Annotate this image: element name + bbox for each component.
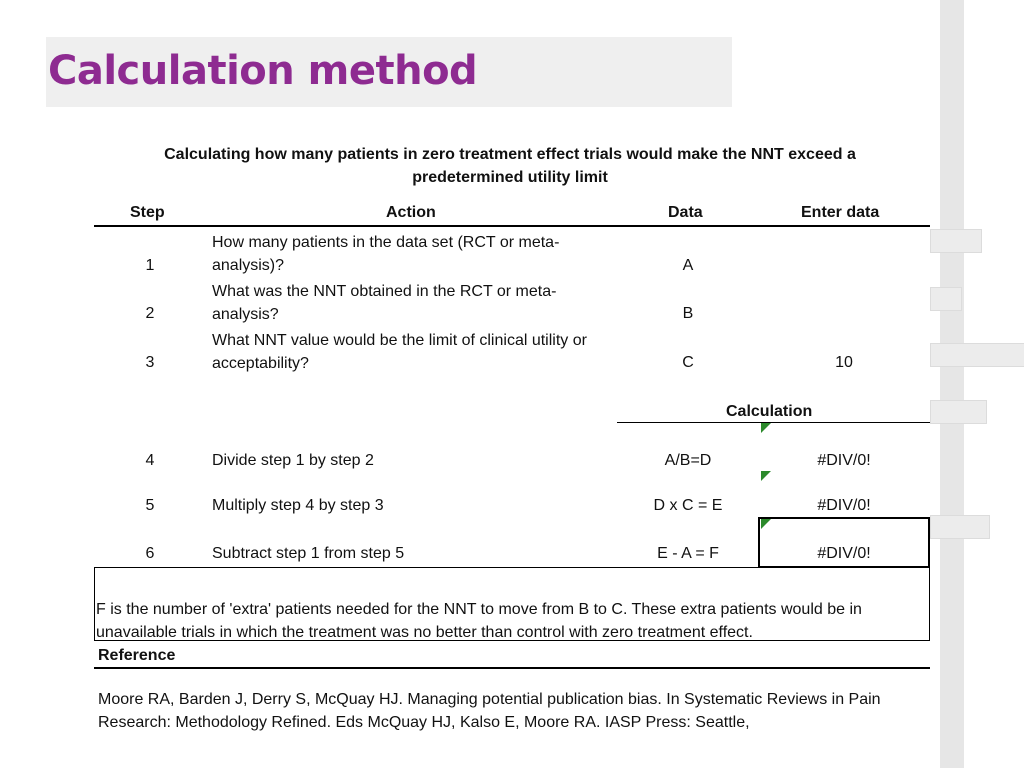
- side-decoration-strip: [940, 0, 964, 768]
- row-3-data: C: [682, 354, 694, 371]
- row-4-step: 4: [145, 452, 155, 469]
- row-1-enter-data[interactable]: [764, 254, 924, 277]
- header-rule: [94, 225, 930, 227]
- side-decoration-tab: [930, 287, 962, 311]
- row-5-action: Multiply step 4 by step 3: [212, 497, 384, 514]
- side-decoration-tab: [930, 229, 982, 253]
- row-6-data: E - A = F: [657, 545, 719, 562]
- row-4-action: Divide step 1 by step 2: [212, 452, 374, 469]
- header-data: Data: [668, 204, 703, 221]
- row-4-result: #DIV/0!: [817, 452, 871, 469]
- header-step: Step: [130, 204, 165, 221]
- header-action: Action: [386, 204, 436, 221]
- header-enter-data: Enter data: [801, 204, 880, 221]
- row-6-action: Subtract step 1 from step 5: [212, 545, 405, 562]
- row-3-enter-data[interactable]: 10: [835, 354, 853, 371]
- row-2-data: B: [682, 305, 694, 322]
- comment-marker-icon: [761, 471, 771, 481]
- side-decoration-tab: [930, 515, 990, 539]
- row-1-step: 1: [145, 257, 155, 274]
- side-decoration-tab: [930, 343, 1024, 367]
- row-5-result: #DIV/0!: [817, 497, 871, 514]
- row-3-action: What NNT value would be the limit of clinical utility or acceptability?: [212, 332, 587, 372]
- note-text: F is the number of 'extra' patients needed for the NNT to move from B to C. These extra patients would be in unavailable trials in which the treatment was no better than control with zero treatment effect.: [96, 601, 862, 641]
- reference-rule: [94, 667, 930, 669]
- slide-title: Calculation method: [48, 48, 478, 94]
- table-heading: Calculating how many patients in zero treatment effect trials would make the NNT exceed a predetermined utility limit: [164, 146, 856, 186]
- row-2-enter-data[interactable]: [764, 302, 924, 325]
- row-2-action: What was the NNT obtained in the RCT or meta-analysis?: [212, 283, 557, 323]
- row-1-data: A: [682, 257, 694, 274]
- reference-text: Moore RA, Barden J, Derry S, McQuay HJ. Managing potential publication bias. In Systematic Reviews in Pain Research: Methodology Refined. Eds McQuay HJ, Kalso E, Moore RA. IASP Press: Seattle,: [98, 691, 881, 731]
- row-5-step: 5: [145, 497, 155, 514]
- side-decoration-tab: [930, 400, 987, 424]
- calculation-rule: [617, 422, 930, 423]
- row-2-step: 2: [145, 305, 155, 322]
- row-3-step: 3: [145, 354, 155, 371]
- row-6-result[interactable]: #DIV/0!: [817, 545, 871, 562]
- row-6-step: 6: [145, 545, 155, 562]
- reference-label: Reference: [98, 647, 176, 664]
- calculation-label: Calculation: [726, 403, 813, 420]
- row-4-data: A/B=D: [664, 452, 712, 469]
- comment-marker-icon: [761, 423, 771, 433]
- row-5-data: D x C = E: [653, 497, 723, 514]
- row-1-action: How many patients in the data set (RCT or meta-analysis)?: [212, 234, 560, 274]
